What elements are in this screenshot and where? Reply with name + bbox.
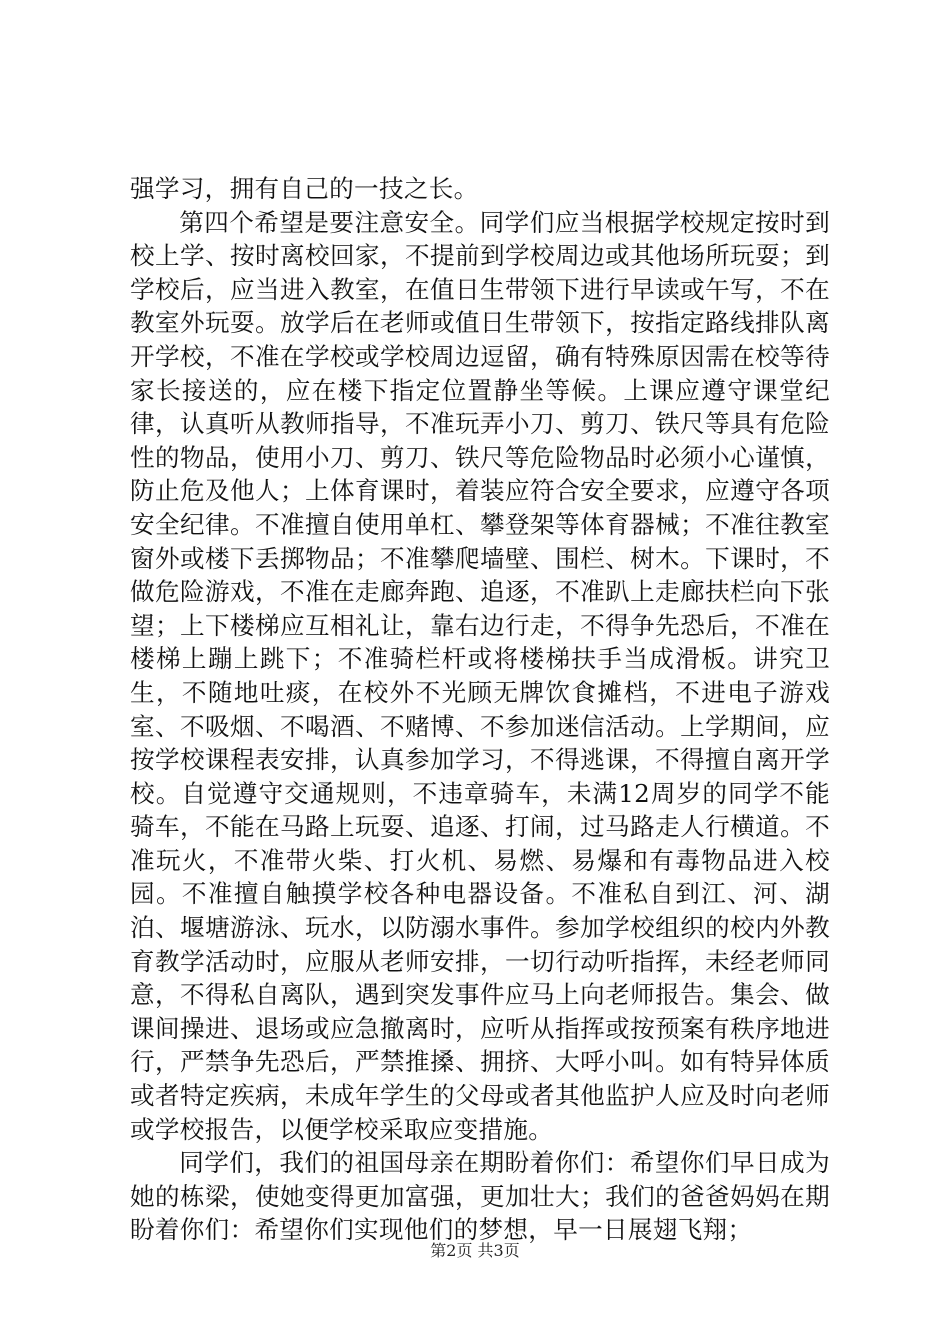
document-body — [130, 172, 830, 1247]
paragraph-safety: 第四个希望是要注意安全。同学们应当根据学校规定按时到校上学、按时离校回家，不提前到学校周边或其他场所玩耍；到学校后，应当进入教室，在值日生带领下进行早读或午写，不在教室外玩耍。放学后在老师或值日生带领下，按指定路线排队离开学校，不准在学校或学校周边逗留，确有特殊原因需在校等待家长接送的，应在楼下指定位置静坐等候。上课应遵守课堂纪律，认真听从教师指导，不准玩弄小刀、剪刀、铁尺等具有危险性的物品，使用小刀、剪刀、铁尺等危险物品时必须小心谨慎，防止危及他人；上体育课时，着装应符合安全要求，应遵守各项安全纪律。不准擅自使用单杠、攀登架等体育器械；不准往教室窗外或楼下丢掷物品；不准攀爬墙壁、围栏、树木。下课时，不做危险游戏，不准在走廊奔跑、追逐，不准趴上走廊扶栏向下张望；上下楼梯应互相礼让，靠右边行走，不得争先恐后，不准在楼梯上蹦上跳下；不准骑栏杆或将楼梯扶手当成滑板。讲究卫生，不随地吐痰，在校外不光顾无牌饮食摊档，不进电子游戏室、不吸烟、不喝酒、不赌博、不参加迷信活动。上学期间，应按学校课程表安排，认真参加学习，不得逃课，不得擅自离开学校。自觉遵守交通规则，不违章骑车，未满12周岁的同学不能骑车，不能在马路上玩耍、追逐、打闹，过马路走人行横道。不准玩火，不准带火柴、打火机、易燃、易爆和有毒物品进入校园。不准擅自触摸学校各种电器设备。不准私自到江、河、湖泊、堰塘游泳、玩水，以防溺水事件。参加学校组织的校内外教育教学活动时，应服从老师安排，一切行动听指挥，未经老师同意，不得私自离队，遇到突发事件应马上向老师报告。集会、做课间操进、退场或应急撤离时，应听从指挥或按预案有秩序地进行，严禁争先恐后，严禁推搡、拥挤、大呼小叫。如有特异体质或者特定疾病，未成年学生的父母或者其他监护人应及时向老师或学校报告，以便学校采取应变措施。 — [130, 207, 830, 1144]
paragraph-continuation: 强学习，拥有自己的一技之长。 — [130, 174, 479, 203]
page-footer: 第2页 共3页 — [430, 1241, 520, 1260]
paragraph-closing: 同学们，我们的祖国母亲在期盼着你们：希望你们早日成为她的栋梁，使她变得更加富强，更加壮大；我们的爸爸妈妈在期盼着你们：希望你们实现他们的梦想，早一日展翅飞翔； — [130, 1148, 830, 1245]
